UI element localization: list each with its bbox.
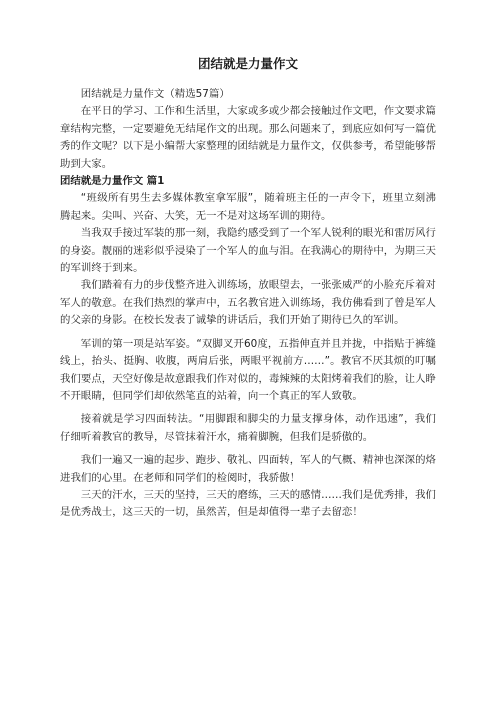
intro-line: 团结就是力量作文（精选57篇） [80,88,230,100]
intro-paragraph: 在平日的学习、工作和生活里，大家或多或少都会接触过作文吧，作文要求篇章结构完整，一定要避免无结尾作文的出现。那么问题来了，到底应如何写一篇优秀的作文呢？以下是小编帮大家整理的团结就是力量作文，仅供参考，希望能够帮助到大家。 [60,105,436,170]
body-paragraph: “班级所有男生去多媒体教室拿军服”，随着班主任的一声令下，班里立刻沸腾起来。尖叫、兴奋、大笑，无一不是对这场军训的期待。 [60,192,436,222]
body-paragraph: 我们踏着有力的步伐整齐进入训练场，放眼望去，一张张威严的小脸充斥着对军人的敬意。在我们热烈的掌声中，五名教官进入训练场，我仿佛看到了曾是军人的父亲的身影。在校长发表了诚挚的讲话后，我们开始了期待已久的军训。 [60,279,436,327]
body-paragraph: 我们一遍又一遍的起步、跑步、敬礼、四面转，军人的气概、精神也深深的烙进我们的心里。在老师和同学们的检阅时，我骄傲！ [60,454,436,484]
body-paragraph: 三天的汗水，三天的坚持，三天的磨练，三天的感情……我们是优秀排，我们是优秀战士，这三天的一切，虽然苦，但是却值得一辈子去留恋！ [60,488,436,519]
body-paragraph: 接着就是学习四面转法。“用脚跟和脚尖的力量支撑身体，动作迅速”，我们仔细听着教官的教导，尽管抹着汗水，痛着脚腕，但我们是骄傲的。 [60,413,436,443]
document-title: 团结就是力量作文 [197,56,298,71]
section-heading: 团结就是力量作文 篇1 [60,175,165,188]
body-paragraph: 当我双手接过军装的那一刻，我隐约感受到了一个军人锐利的眼光和雷厉风行的身姿。靓丽的迷彩似乎浸染了一个军人的血与泪。在我满心的期待中，为期三天的军训终于到来。 [60,227,436,275]
body-paragraph: 军训的第一项是站军姿。“双脚叉开60度，五指伸直并且并拢，中指贴于裤缝线上，抬头、挺胸、收腹，两肩后张，两眼平视前方……”。教官不厌其烦的叮嘱我们要点，天空好像是故意跟我们作对似的，毒辣辣的太阳烤着我们的脸，让人睁不开眼睛，但同学们却依然笔直的站着，向一个真正的军人致敬。 [60,337,436,402]
